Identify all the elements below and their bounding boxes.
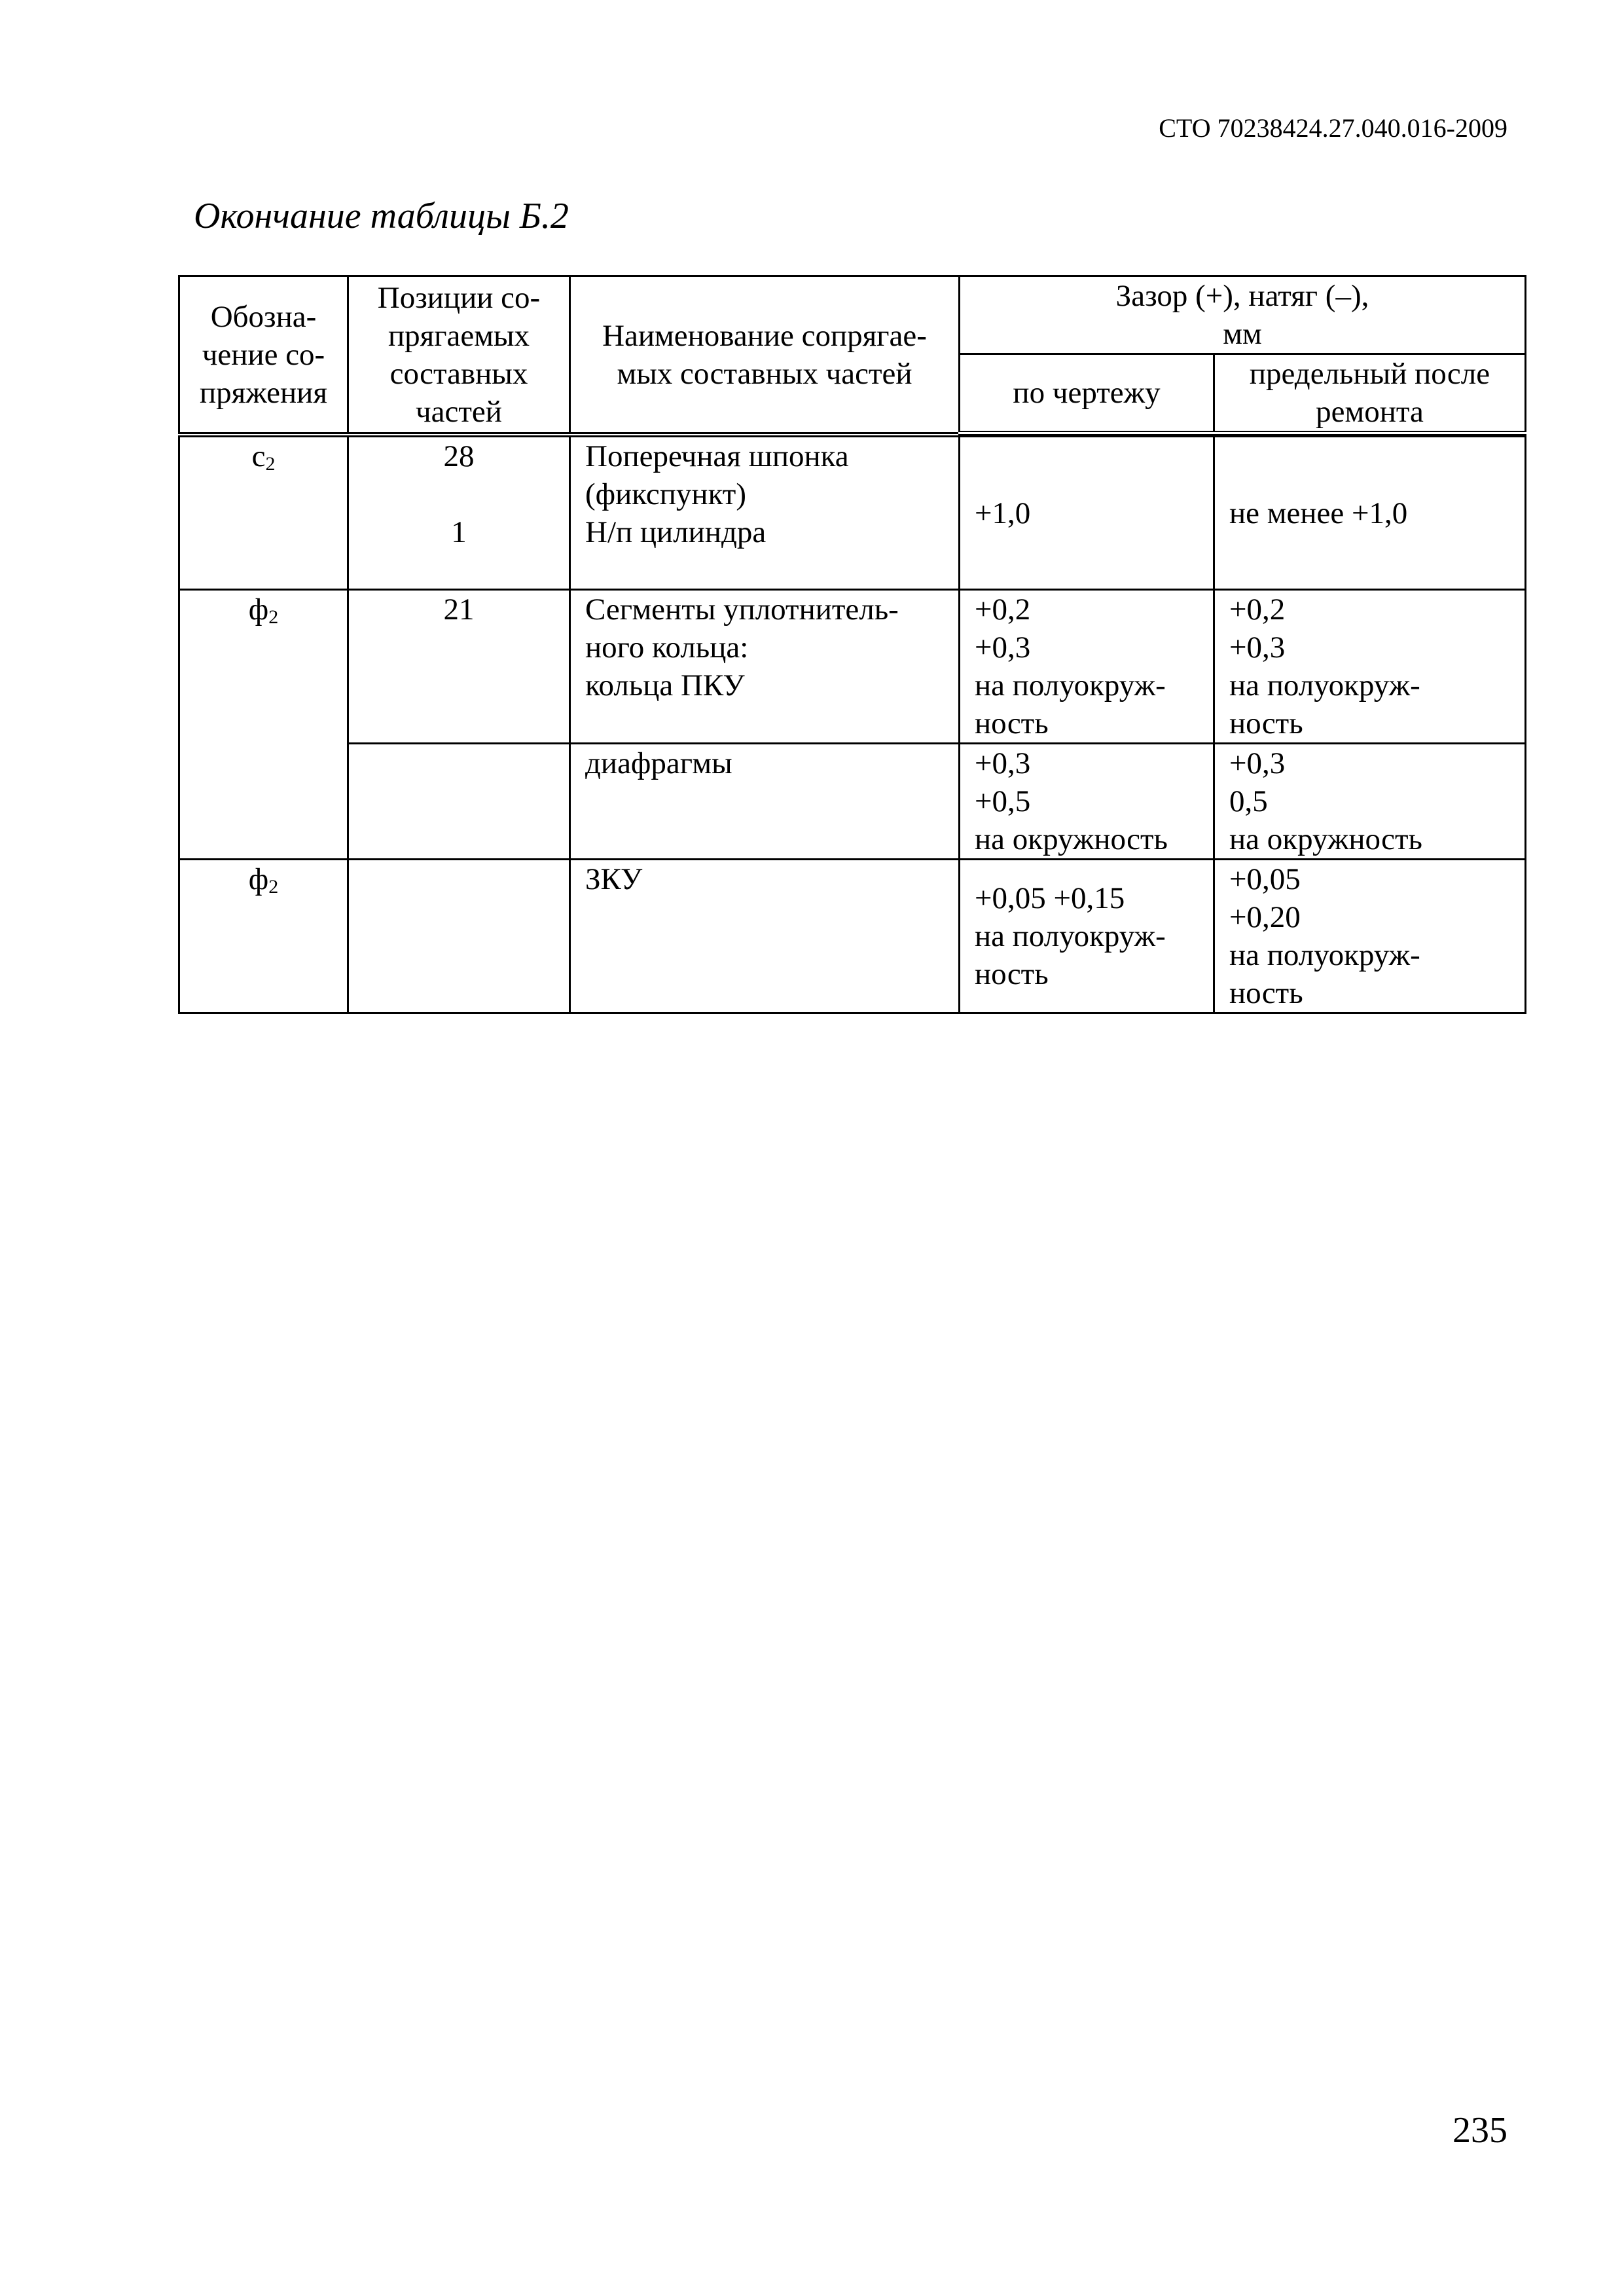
header-limit-after-repair: предельный после ремонта — [1214, 354, 1526, 433]
cell-positions — [348, 744, 570, 860]
document-code: СТО 70238424.27.040.016-2009 — [1159, 113, 1507, 143]
cell-name: ЗКУ — [570, 860, 960, 1013]
cell-limit: +0,3 0,5 на окружность — [1214, 744, 1526, 860]
table-row — [179, 437, 1526, 590]
cell-positions — [348, 860, 570, 1013]
table-caption: Окончание таблицы Б.2 — [194, 196, 569, 236]
cell-by-drawing: +0,3 +0,5 на окружность — [960, 744, 1214, 860]
cell-limit: +0,2 +0,3 на полуокруж- ность — [1214, 590, 1526, 744]
table-row — [179, 590, 1526, 744]
cell-name: Поперечная шпонка (фикспункт) Н/п цилиндра — [570, 437, 960, 590]
cell-by-drawing: +0,05 +0,15 на полуокруж- ность — [960, 860, 1214, 1013]
cell-designation: $с_2$ — [179, 437, 348, 590]
cell-by-drawing: +1,0 — [960, 437, 1214, 590]
cell-positions: 28 1 — [348, 437, 570, 590]
page-number: 235 — [1453, 2110, 1507, 2151]
header-gap-group: Зазор (+), натяг (–), мм — [960, 276, 1526, 354]
cell-limit: не менее +1,0 — [1214, 437, 1526, 590]
cell-limit: +0,05 +0,20 на полуокруж- ность — [1214, 860, 1526, 1013]
cell-designation: $ф_2$ — [179, 590, 348, 860]
table-row — [179, 744, 1526, 860]
header-positions: Позиции со- прягаемых составных частей — [348, 276, 570, 433]
header-name: Наименование сопрягае- мых составных частей — [570, 276, 960, 433]
header-designation: Обозна- чение со- пряжения — [179, 276, 348, 433]
header-by-drawing: по чертежу — [960, 354, 1214, 433]
table-row — [179, 860, 1526, 1013]
cell-by-drawing: +0,2 +0,3 на полуокруж- ность — [960, 590, 1214, 744]
cell-positions: 21 — [348, 590, 570, 744]
cell-designation: $ф_2$ — [179, 860, 348, 1013]
clearance-table — [178, 275, 1526, 1014]
cell-name: Сегменты уплотнитель- ного кольца: кольца ПКУ — [570, 590, 960, 744]
cell-name: диафрагмы — [570, 744, 960, 860]
